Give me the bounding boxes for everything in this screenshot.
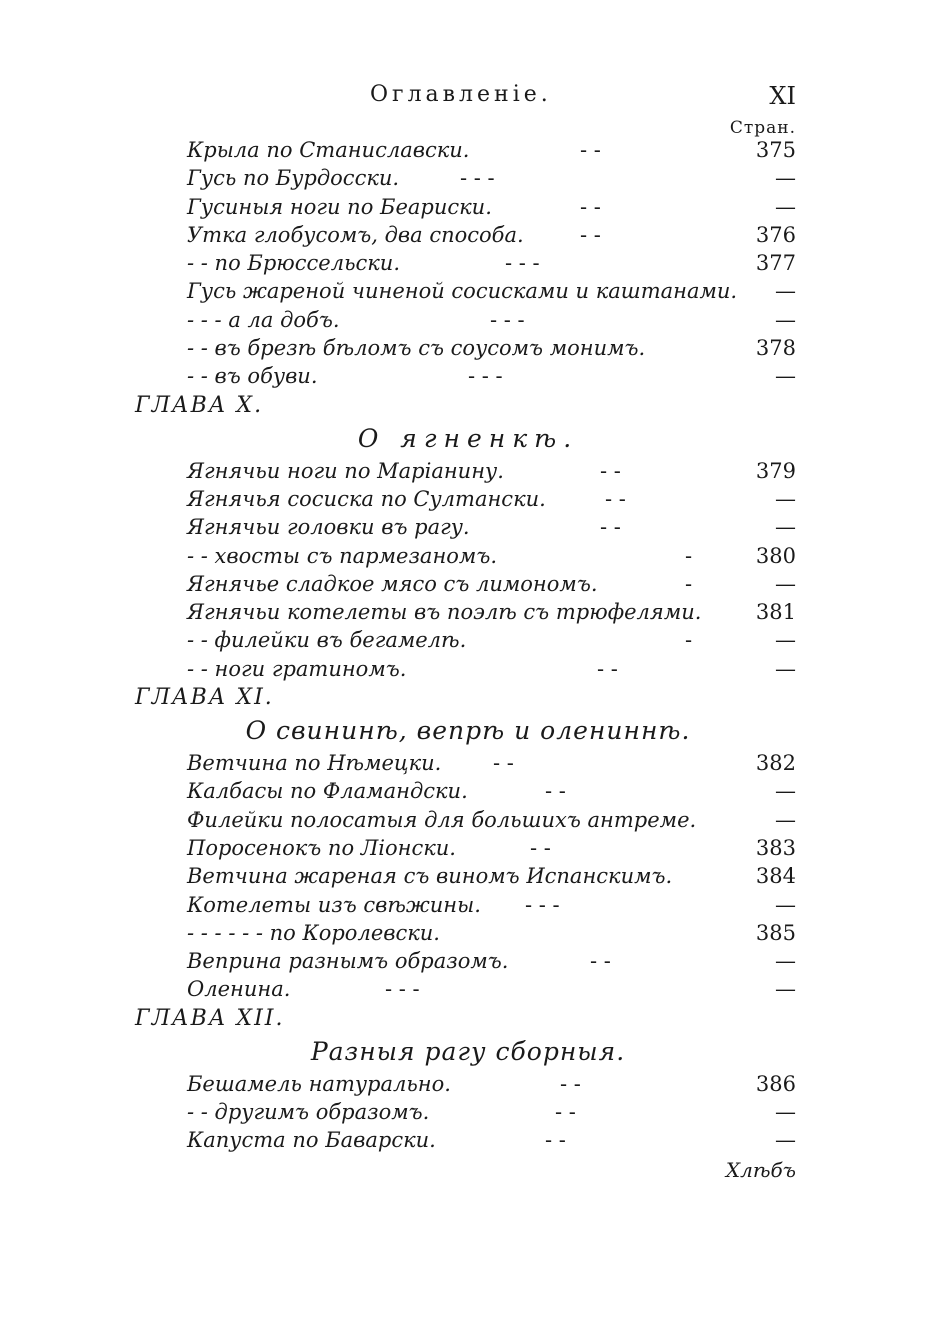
chapter-heading (0, 391, 936, 421)
toc-entry (0, 919, 936, 947)
toc-entry-page: 381 (755, 600, 796, 625)
toc-leader-dashes: - - (493, 751, 514, 776)
toc-entry-page: — (775, 807, 796, 832)
toc-entry-title: Ветчина жареная съ виномъ Испанскимъ. (187, 864, 673, 889)
toc-entry (0, 891, 936, 919)
toc-entry-page: — (775, 892, 796, 917)
toc-leader-dashes: - - (600, 515, 621, 540)
chapter-label: ГЛАВА XI. (135, 685, 274, 711)
toc-leader-dashes: - - (555, 1100, 576, 1125)
toc-entry-page: 378 (755, 336, 796, 361)
toc-entry-title: Крыла по Станиславски. (187, 138, 470, 162)
section-heading: О ягненкѣ. (357, 423, 579, 453)
toc-entry-page: 375 (755, 138, 796, 162)
toc-entry-title: Ягнячьи ноги по Маріанину. (187, 458, 504, 483)
toc-entry-title: Ягнячье сладкое мясо съ лимономъ. (187, 571, 598, 596)
toc-entry-page: — (775, 194, 796, 219)
toc-entry-page: — (775, 279, 796, 304)
toc-entry (0, 1098, 936, 1126)
toc-entry-page: — (775, 779, 796, 804)
toc-entry-title: - - въ обуви. (187, 364, 318, 389)
toc-entry-title: - - другимъ образомъ. (187, 1100, 430, 1125)
toc-entry-title: Капуста по Баварски. (187, 1128, 436, 1153)
toc-leader-dashes: - - - (490, 307, 525, 332)
toc-entry (0, 947, 936, 975)
toc-entry-page: — (775, 166, 796, 191)
toc-entry-title: Поросенокъ по Ліонски. (187, 835, 456, 860)
toc-entry-title: Веприна разнымъ образомъ. (187, 949, 509, 974)
toc-entry (0, 277, 936, 305)
toc-entry-page: — (775, 486, 796, 511)
toc-entry-title: Ягнячьи котелеты въ поэлѣ съ трюфелями. (187, 600, 702, 625)
toc-leader-dashes: - - (605, 486, 626, 511)
toc-leader-dashes: - - (560, 1071, 581, 1096)
toc-entry (0, 542, 936, 570)
toc-entry (0, 626, 936, 654)
toc-entry (0, 136, 936, 164)
chapter-heading (0, 683, 936, 713)
toc-entry (0, 862, 936, 890)
toc-entry-page: — (775, 977, 796, 1002)
toc-entry (0, 164, 936, 192)
toc-entry (0, 334, 936, 362)
running-title: Оглавленіе. (370, 82, 552, 107)
chapter-label: ГЛАВА X. (135, 392, 264, 418)
toc-entry-page: — (775, 364, 796, 389)
toc-entry-page: 386 (755, 1071, 796, 1096)
running-header (370, 82, 796, 114)
chapter-heading (0, 1004, 936, 1034)
toc-entry (0, 975, 936, 1003)
toc-entry-page: 384 (755, 864, 796, 889)
toc-leader-dashes: - - - (505, 251, 540, 276)
toc-leader-dashes: - - (545, 1128, 566, 1153)
chapter-label: ГЛАВА XII. (135, 1005, 285, 1031)
toc-entry-page: — (775, 1128, 796, 1153)
toc-entry-title: Котелеты изъ свѣжины. (187, 892, 481, 917)
toc-entry-page: — (775, 571, 796, 596)
toc-leader-dashes: - - (530, 835, 551, 860)
toc-leader-dashes: - (685, 543, 693, 568)
page-column-label: Стран. (729, 118, 796, 138)
section-heading: О свининѣ, вепрѣ и олениннѣ. (245, 716, 691, 746)
toc-entry (0, 598, 936, 626)
toc-entry (0, 362, 936, 390)
toc-leader-dashes: - - (600, 458, 621, 483)
toc-entry (0, 749, 936, 777)
toc-leader-dashes: - - - (460, 166, 495, 191)
toc-entry-page: 385 (755, 920, 796, 945)
toc-entry-title: Оленина. (187, 977, 291, 1002)
toc-entry (0, 655, 936, 683)
table-of-contents (0, 136, 936, 1155)
toc-leader-dashes: - - (580, 194, 601, 219)
toc-entry-title: Филейки полосатыя для большихъ антреме. (187, 807, 697, 832)
toc-leader-dashes: - - (580, 138, 601, 162)
toc-leader-dashes: - - (597, 656, 618, 681)
toc-entry-title: - - - - - - по Королевски. (187, 920, 440, 945)
toc-entry-title: Бешамель натурально. (187, 1071, 451, 1096)
toc-entry-page: 377 (755, 251, 796, 276)
toc-leader-dashes: - - (580, 222, 601, 247)
toc-entry-page: 379 (755, 458, 796, 483)
toc-entry-page: — (775, 515, 796, 540)
toc-entry-page: 376 (755, 222, 796, 247)
catchword: Хлѣбъ (725, 1158, 796, 1182)
toc-entry (0, 806, 936, 834)
toc-entry (0, 249, 936, 277)
page-number: XI (769, 82, 796, 110)
toc-entry-title: Гусь по Бурдосски. (187, 166, 400, 191)
toc-entry-title: Калбасы по Фламандски. (187, 779, 468, 804)
toc-entry (0, 221, 936, 249)
toc-entry-title: - - филейки въ бегамелѣ. (187, 628, 467, 653)
toc-entry (0, 1126, 936, 1154)
toc-entry (0, 570, 936, 598)
toc-entry-title: - - въ брезѣ бѣломъ съ соусомъ монимъ. (187, 336, 646, 361)
toc-entry-page: — (775, 628, 796, 653)
toc-entry-title: Ягнячьи головки въ рагу. (187, 515, 470, 540)
toc-entry-title: Ягнячья сосиска по Султански. (187, 486, 546, 511)
toc-entry (0, 834, 936, 862)
toc-entry-page: — (775, 656, 796, 681)
toc-entry-page: 380 (755, 543, 796, 568)
toc-entry-title: - - хвосты съ пармезаномъ. (187, 543, 497, 568)
toc-entry (0, 193, 936, 221)
toc-entry-title: - - по Брюссельски. (187, 251, 401, 276)
toc-leader-dashes: - (685, 571, 693, 596)
toc-entry-title: - - - а ла добъ. (187, 307, 340, 332)
toc-entry-page: — (775, 949, 796, 974)
toc-leader-dashes: - (685, 628, 693, 653)
toc-entry-title: Утка глобусомъ, два способа. (187, 222, 524, 247)
toc-entry-page: — (775, 1100, 796, 1125)
section-heading: Разныя рагу сборныя. (310, 1036, 626, 1066)
toc-entry-title: Гусиныя ноги по Беариски. (187, 194, 492, 219)
toc-leader-dashes: - - (545, 779, 566, 804)
toc-leader-dashes: - - (590, 949, 611, 974)
toc-entry (0, 306, 936, 334)
toc-leader-dashes: - - - (468, 364, 503, 389)
toc-leader-dashes: - - - (525, 892, 560, 917)
toc-entry-page: 383 (755, 835, 796, 860)
toc-entry (0, 1070, 936, 1098)
toc-entry-title: Гусь жареной чиненой сосисками и каштанами. (187, 279, 738, 304)
toc-entry (0, 513, 936, 541)
toc-leader-dashes: - - - (385, 977, 420, 1002)
toc-entry-page: 382 (755, 751, 796, 776)
toc-entry-page: — (775, 307, 796, 332)
toc-entry (0, 457, 936, 485)
toc-entry-title: - - ноги гратиномъ. (187, 656, 407, 681)
toc-entry-title: Ветчина по Нѣмецки. (187, 751, 442, 776)
toc-entry (0, 485, 936, 513)
toc-entry (0, 777, 936, 805)
